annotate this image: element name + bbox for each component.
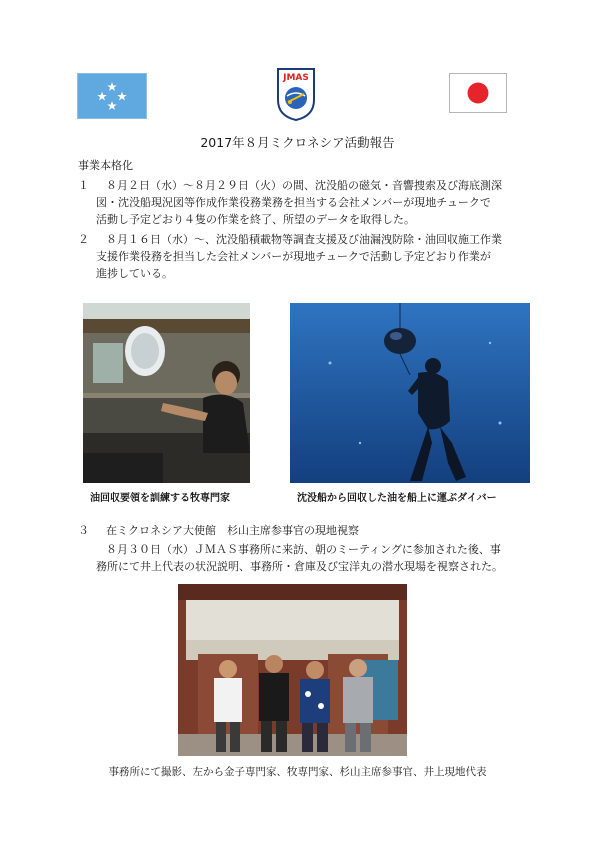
list-item-1 xyxy=(78,177,502,194)
item-number: １ xyxy=(78,179,89,192)
item-line: 務所にて井上代表の状況説明、事務所・倉庫及び宝洋丸の潜水現場を視察された。 xyxy=(96,560,503,573)
item-line: 活動し予定どおり４隻の作業を終了、所望のデータを取得した。 xyxy=(96,213,415,226)
group-photo xyxy=(178,584,407,756)
item-number: ２ xyxy=(78,233,89,246)
group-photo-caption: 事務所にて撮影、左から金子専門家、牧専門家、杉山主席参事官、井上現地代表 xyxy=(108,766,487,778)
training-photo xyxy=(83,303,250,483)
item-number: ３ xyxy=(78,524,89,537)
item-line: 進捗している。 xyxy=(96,267,173,280)
report-title: 2017年８月ミクロネシア活動報告 xyxy=(200,135,395,150)
list-item-3 xyxy=(78,522,359,539)
section-heading: 事業本格化 xyxy=(78,159,133,172)
diver-photo xyxy=(290,303,530,483)
training-photo-caption: 油回収要領を訓練する牧専門家 xyxy=(90,493,230,504)
diver-photo-caption: 沈没船から回収した油を船上に運ぶダイバー xyxy=(297,493,497,504)
item-line: ８月２日（水）～８月２９日（火）の間、沈没船の磁気・音響捜索及び海底測深 xyxy=(106,179,502,192)
fsm-flag-icon xyxy=(77,73,147,119)
item-line: ８月１６日（水）～、沈没船積載物等調査支援及び油漏洩防除・油回収施工作業 xyxy=(106,233,502,246)
list-item-2 xyxy=(78,231,502,248)
item-line: 支援作業役務を担当した会社メンバーが現地チュークで活動し予定どおり作業が xyxy=(96,250,491,263)
item-line: 図・沈没船現況図等作成作業役務業務を担当する会社メンバーが現地チュークで xyxy=(96,196,491,209)
svg-text:JMAS: JMAS xyxy=(283,73,309,83)
item-line: ８月３０日（水）ＪＭＡＳ事務所に来訪、朝のミーティングに参加された後、事 xyxy=(106,543,501,556)
japan-flag-icon xyxy=(449,73,507,113)
section-heading: 在ミクロネシア大使館 杉山主席参事官の現地視察 xyxy=(106,524,359,537)
jmas-logo-icon xyxy=(275,66,317,122)
